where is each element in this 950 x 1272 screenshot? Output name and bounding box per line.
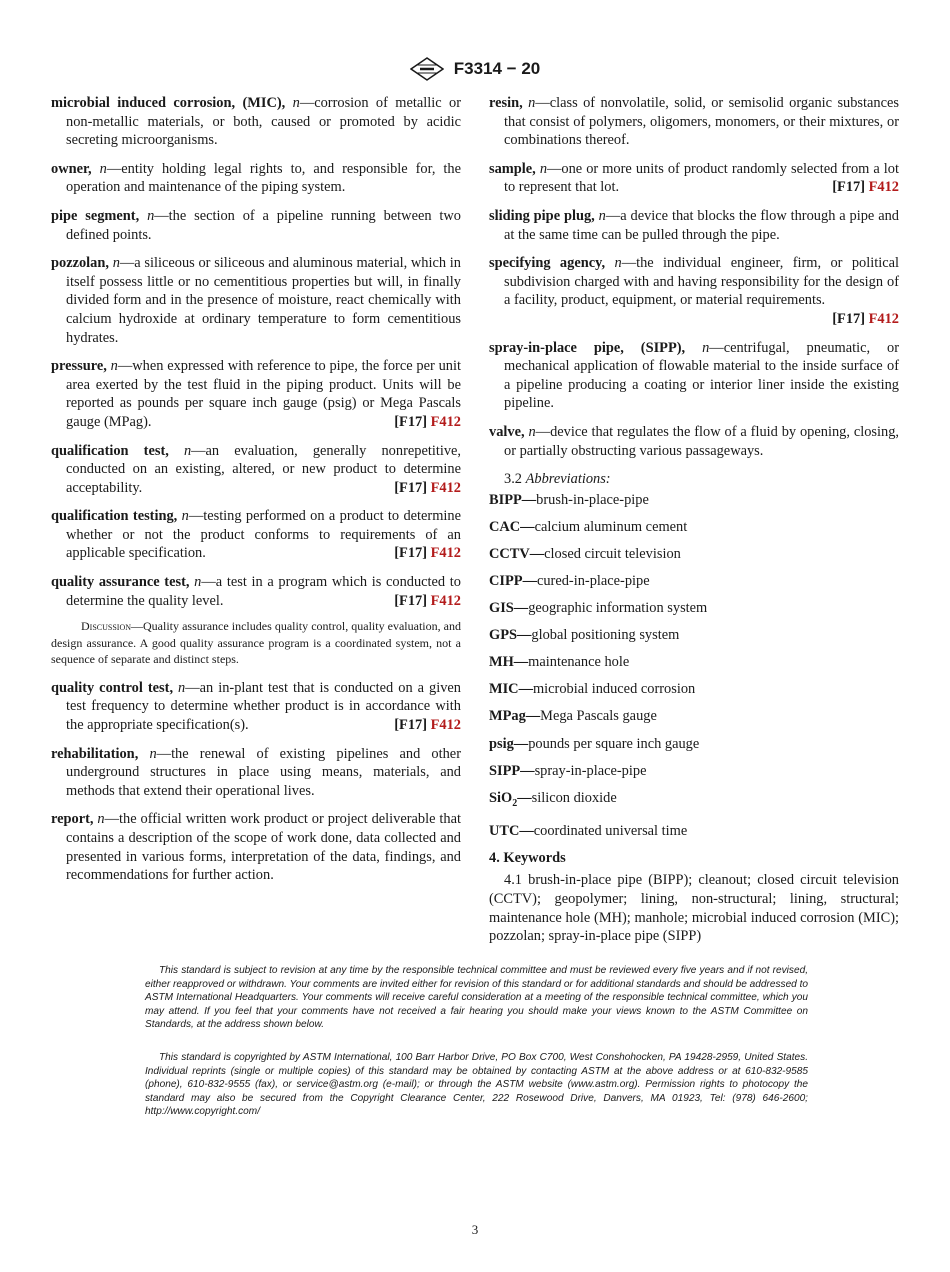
definition-term: microbial induced corrosion, (MIC), [51,95,286,111]
abbreviation-meaning: spray-in-place-pipe [534,762,647,779]
committee-reference: [F17] [394,413,427,430]
part-of-speech: n [292,95,300,111]
definition-term: qualification test, [51,442,169,459]
abbreviation-meaning: coordinated universal time [533,822,688,839]
discussion-text: —Quality assurance includes quality control, quality evaluation, and design assurance. A good quality assurance program is a coordinated system, not a sequence of separate and distinct steps. [51,619,461,667]
definition-entry [51,810,461,884]
part-of-speech: n [99,160,107,177]
abbreviation-meaning: closed circuit television [544,545,681,562]
definition-entry [51,507,461,563]
astm-logo-icon [410,57,444,81]
right-column [489,94,899,946]
abbreviation-item [489,545,899,564]
abbreviation-item [489,599,899,618]
definition-entry [489,339,899,413]
committee-reference: [F17] [394,479,427,496]
part-of-speech: n [528,95,536,111]
keywords-heading: 4. Keywords [489,849,566,866]
revision-notice-text: This standard is subject to revision at any time by the responsible technical committee and must be reviewed every five years and if not revised, either reapproved or withdrawn. Your comments are invited either for revision of this standard or for additional standards and should be addressed to ASTM International Headquarters. Your comments will receive careful consideration at a meeting of the responsible technical committee, which you may attend. If you feel that your comments have not received a fair hearing you should make your views known to the ASTM Committee on Standards, at the address shown below. [145,965,809,1030]
source-reference [824,310,899,329]
standard-designation: F3314 − 20 [453,59,541,78]
definition-entry [51,679,461,735]
source-reference [386,716,461,735]
source-reference [386,544,461,563]
keywords-text: 4.1 brush-in-place pipe (BIPP); cleanout; closed circuit television (CCTV); geopolymer; lining, non-structural; lining, structural; maintenance hole (MH); manhole; microbial induced corrosion (MIC); pozzolan; spray-in-place pipe (SIPP) [489,872,899,945]
definition-term: qualification testing, [51,508,178,525]
page-header [0,57,950,81]
abbreviation-term: MH— [489,654,529,671]
part-of-speech: n [194,574,202,591]
sio2-subscript: 2 [512,797,518,809]
abbreviations-number: 3.2 [504,471,522,488]
definition-term: sliding pipe plug, [489,207,595,224]
definition-term: spray-in-place pipe, (SIPP), [489,339,686,356]
definition-entry [489,160,899,197]
definition-text: —the individual engineer, firm, or political subdivision charged with and having responsibility for the design of a facility, product, equipment, or material requirements. [504,255,899,309]
definition-entry [489,94,899,150]
definition-term: valve, [489,423,525,440]
abbreviation-term: CAC— [489,518,535,535]
copyright-notice [145,1051,808,1119]
committee-reference: [F17] [394,716,427,733]
part-of-speech: n [183,442,192,459]
abbreviation-item [489,491,899,510]
definition-text: —a test in a program which is conducted to determine the quality level. [66,574,461,609]
abbreviation-meaning: pounds per square inch gauge [528,735,700,752]
definition-text: —class of nonvolatile, solid, or semisolid organic substances that consist of polymers, oligomers, monomers, or their mixtures, or combinations thereof. [504,95,899,149]
revision-notice [145,964,808,1032]
part-of-speech: n [528,423,536,440]
definition-term: quality assurance test, [51,574,190,591]
abbreviation-meaning: global positioning system [531,627,680,644]
abbreviation-item [489,762,899,781]
sio2-base: SiO [489,789,513,806]
abbreviation-meaning: microbial induced corrosion [532,681,696,698]
definition-term: specifying agency, [489,255,606,272]
abbreviation-term: BIPP— [489,491,537,508]
part-of-speech: n [598,207,606,224]
definition-text: —an evaluation, generally nonrepetitive, conducted on an existing, altered, or new product to determine acceptability. [66,442,461,496]
definition-term: sample, [489,160,536,177]
standard-link[interactable]: F412 [430,592,461,609]
committee-reference: [F17] [832,179,865,196]
source-reference [386,592,461,611]
definition-term: report, [51,811,94,828]
source-reference [386,479,461,498]
abbreviation-meaning: Mega Pascals gauge [540,708,657,725]
part-of-speech: n [97,811,105,828]
definition-text: —the official written work product or project deliverable that contains a description of the scope of work done, data collected and presented in various forms, interpretation of the data, findings, and recommendations for further action. [66,811,461,884]
definition-entry [489,207,899,244]
definition-term: resin, [489,95,523,111]
definition-entry [51,573,461,610]
abbreviation-item [489,626,899,645]
copyright-notice-text: This standard is copyrighted by ASTM International, 100 Barr Harbor Drive, PO Box C700, West Conshohocken, PA 19428-2959, United States. Individual reprints (single or multiple copies) of this standard may be obtained by contacting ASTM at the above address or at 610-832-9585 (phone), 610-832-9555 (fax), or service@astm.org (e-mail); or through the ASTM website (www.astm.org). Permission rights to photocopy the standard may also be secured from the Copyright Clearance Center, 222 Rosewood Drive, Danvers, MA 01923, Tel: (978) 646-2600; http://www.copyright.com/ [145,1052,808,1117]
committee-reference: [F17] [832,310,865,327]
definition-text: —device that regulates the flow of a fluid by opening, closing, or partially obstructing various passageways. [504,423,899,459]
abbreviation-meaning: brush-in-place-pipe [536,491,649,508]
abbreviation-term: UTC— [489,822,534,839]
abbreviation-item [489,653,899,672]
definition-text: —the renewal of existing pipelines and other underground structures in place using means, materials, and methods that extend their operational lives. [66,745,461,799]
abbreviation-term: psig— [489,735,529,752]
definition-text: —an in-plant test that is conducted on a given test frequency to determine whether product is in accordance with the appropriate specification(s). [66,679,461,733]
definition-entry [51,745,461,801]
part-of-speech: n [112,255,120,272]
abbreviation-item [489,789,899,813]
abbreviation-term: GIS— [489,600,529,617]
standard-link[interactable]: F412 [430,716,461,733]
abbreviation-item [489,680,899,699]
source-reference [824,178,899,197]
standard-link[interactable]: F412 [430,479,461,496]
definition-term: owner, [51,160,92,177]
abbreviation-meaning: geographic information system [528,600,708,617]
abbreviation-term: MPag— [489,708,541,725]
definition-term: quality control test, [51,679,174,696]
discussion-note [51,618,461,668]
definition-text: —entity holding legal rights to, and responsible for, the operation and maintenance of the piping system. [66,160,461,196]
page-number: 3 [471,1222,479,1237]
part-of-speech: n [178,679,186,696]
abbreviation-item [489,735,899,754]
sio2-dash: — [517,789,532,806]
committee-reference: [F17] [394,545,427,562]
abbreviation-meaning: maintenance hole [528,654,630,671]
abbreviation-meaning: silicon dioxide [531,789,617,806]
definition-text: —testing performed on a product to determine whether or not the product conforms to requirements of an applicable specification. [66,508,461,562]
abbreviation-item [489,707,899,726]
part-of-speech: n [702,339,710,356]
part-of-speech: n [181,508,189,525]
definition-text: —corrosion of metallic or non-metallic materials, or both, caused or promoted by acidic secreting microorganisms. [66,95,461,149]
discussion-label: Discussion [81,619,132,634]
definition-entry [51,94,461,150]
abbreviation-term: MIC— [489,681,533,698]
definition-text: —when expressed with reference to pipe, the force per unit area exerted by the test fluid in the piping product. Units will be reported as pounds per square inch gauge (psig) or Mega Pascals gauge (MPag). [66,358,461,430]
left-column [51,94,461,895]
abbreviation-item [489,572,899,591]
abbreviation-term: GPS— [489,627,532,644]
abbreviation-meaning: cured-in-place-pipe [536,572,650,589]
standard-link[interactable]: F412 [868,179,899,196]
definition-term: pozzolan, [51,255,109,272]
definition-text: —a device that blocks the flow through a pipe and at the same time can be pulled through the pipe. [504,207,899,243]
abbreviations-heading [489,470,899,489]
part-of-speech: n [539,160,548,177]
abbreviation-term: CIPP— [489,572,537,589]
definition-entry [51,207,461,244]
definition-text: —one or more units of product randomly selected from a lot to represent that lot. [504,160,899,196]
definition-term: pressure, [51,358,107,375]
definition-entry [51,442,461,498]
abbreviation-meaning: calcium aluminum cement [534,518,688,535]
committee-reference: [F17] [394,592,427,609]
standard-link[interactable]: F412 [868,310,899,327]
abbreviation-term: CCTV— [489,545,545,562]
definition-term: pipe segment, [51,207,140,224]
standard-link[interactable]: F412 [430,545,461,562]
definition-entry [489,423,899,460]
part-of-speech: n [110,358,118,375]
abbreviations-title: Abbreviations: [525,471,611,488]
definition-entry [51,357,461,431]
abbreviation-item [489,822,899,841]
part-of-speech: n [614,255,622,272]
source-reference [386,413,461,432]
definition-entry [51,160,461,197]
definition-term: rehabilitation, [51,745,139,762]
standard-link[interactable]: F412 [430,413,461,430]
part-of-speech: n [147,207,155,224]
definition-entry [489,254,899,328]
abbreviation-term [489,789,532,809]
definition-text: —centrifugal, pneumatic, or mechanical application of flowable material to the inside surface of a pipeline producing a coating or interior liner inside the existing pipeline. [504,339,899,412]
definition-entry [51,254,461,347]
abbreviation-item [489,518,899,537]
part-of-speech: n [149,745,157,762]
abbreviation-term: SIPP— [489,762,535,779]
definition-text: —a siliceous or siliceous and aluminous material, which in itself possess little or no cementitious properties but will, in finally divided form and in the presence of moisture, react chemically with calcium hydroxide at ordinary temperature to form cementitious hydrates. [66,255,461,346]
definition-text: —the section of a pipeline running between two defined points. [66,207,461,243]
